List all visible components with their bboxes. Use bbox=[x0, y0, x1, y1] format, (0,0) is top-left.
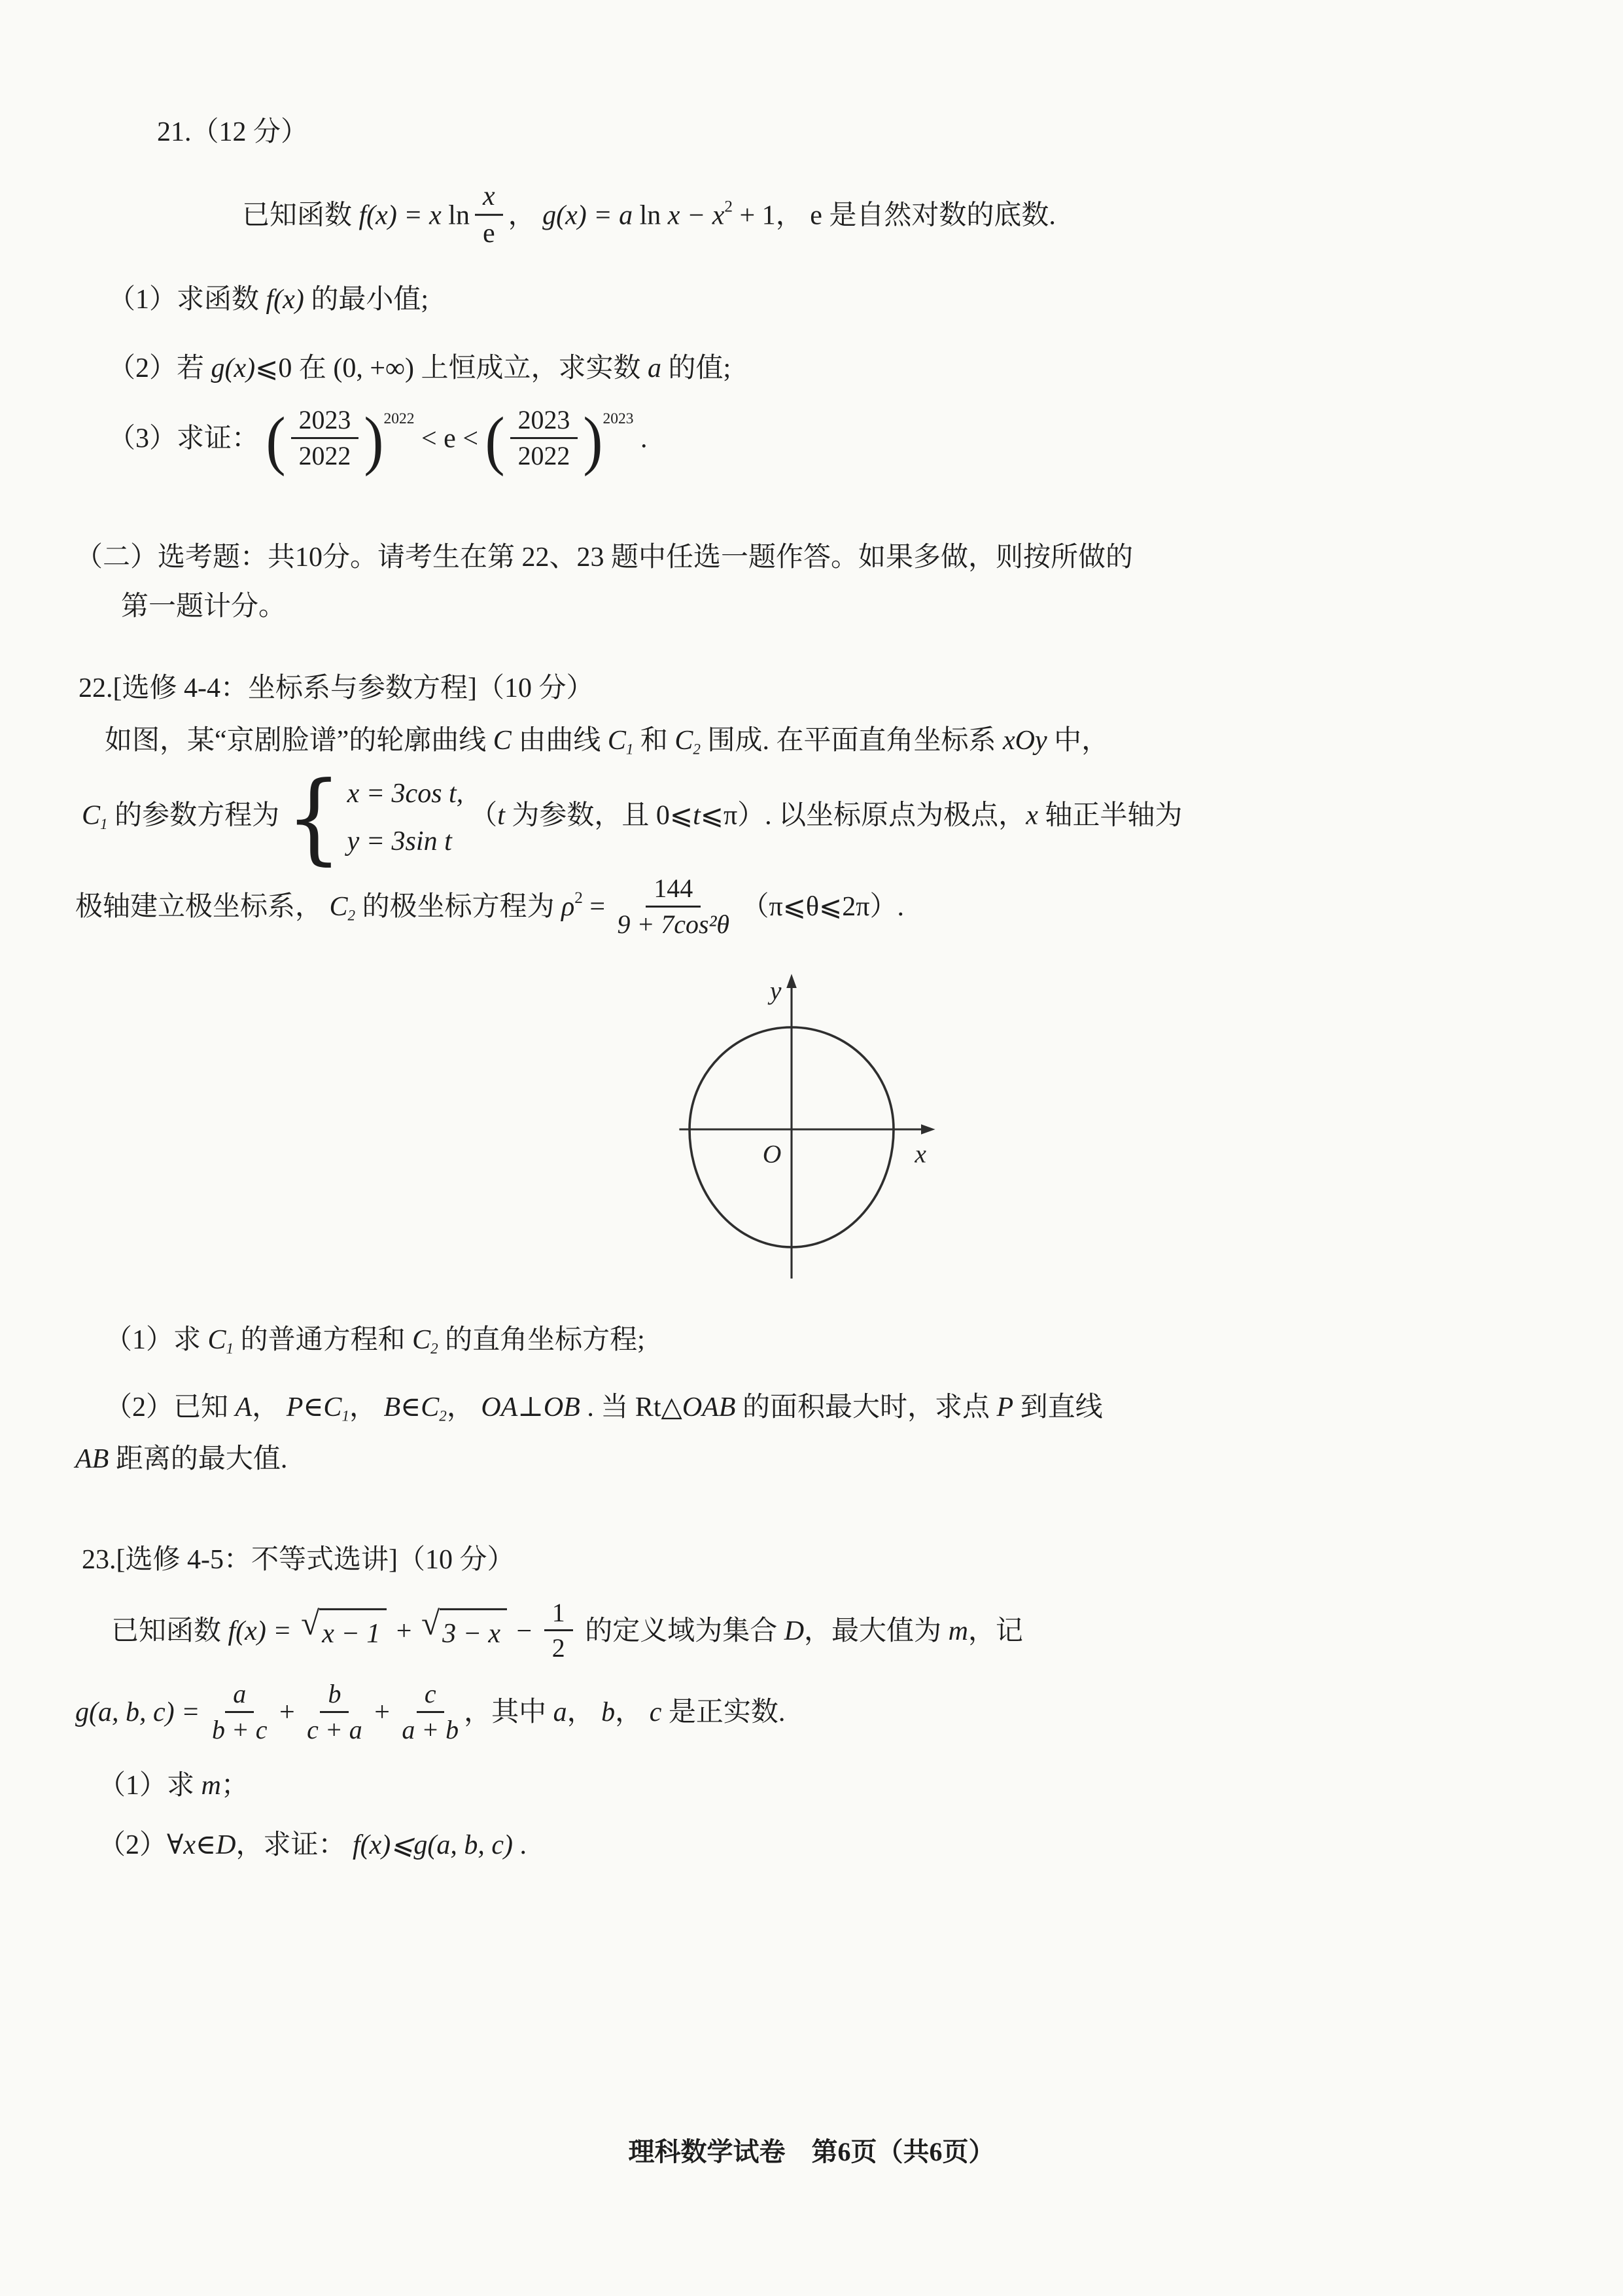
q22-p2-t4: ⩽π）. 以坐标原点为极点， bbox=[700, 801, 1026, 831]
radical-sign: √ bbox=[301, 1604, 320, 1642]
q21-part2-end: 的值; bbox=[661, 353, 731, 383]
q21-part2-interval: (0, +∞) bbox=[333, 353, 414, 383]
plus-sign: + bbox=[272, 1697, 302, 1728]
q22-part1-C2: C bbox=[412, 1325, 431, 1356]
fraction-denominator: 2022 bbox=[517, 441, 570, 471]
q22-equals: = bbox=[582, 892, 612, 923]
q23-g-definition: g(a, b, c) = bbox=[75, 1697, 207, 1728]
q23-a-var: a bbox=[553, 1697, 567, 1728]
q21-part2-pre: （2）若 bbox=[108, 353, 211, 383]
q22-triangle-OAB: OAB bbox=[682, 1392, 736, 1423]
q22-OA-perp-OB: OA⊥OB bbox=[481, 1392, 580, 1423]
q22-curve-C: C bbox=[493, 726, 512, 756]
sqrt-x-minus-1 bbox=[301, 1604, 387, 1655]
q22-p2-t1: 的参数方程为 bbox=[107, 801, 280, 831]
subscript-2: 2 bbox=[430, 1339, 438, 1357]
q23-part1 bbox=[98, 1765, 1531, 1807]
q21-part1-fx: f(x) bbox=[266, 284, 304, 315]
q22-part2b-text: 距离的最大值. bbox=[109, 1444, 288, 1475]
q23-m-var: m bbox=[948, 1616, 968, 1646]
q21-intro-separator: ， bbox=[508, 200, 543, 231]
q22-point-P: P bbox=[996, 1392, 1014, 1423]
fraction-one-half bbox=[544, 1598, 573, 1664]
q22-part2-tail: 到直线 bbox=[1013, 1392, 1103, 1423]
q21-ln-operator-1: ln bbox=[448, 200, 470, 231]
q22-p3-range: （π⩽θ⩽2π）. bbox=[735, 892, 904, 923]
q22-p1-t4: 围成. 在平面直角坐标系 bbox=[700, 726, 1003, 756]
q22-p3-t1: 极轴建立极坐标系， bbox=[75, 892, 330, 923]
subscript-2: 2 bbox=[693, 740, 701, 758]
q21-part2-a: a bbox=[647, 353, 661, 383]
q23-heading: 23.[选修 4-5：不等式选讲]（10 分） bbox=[82, 1544, 515, 1575]
fraction-numerator: 2023 bbox=[291, 405, 359, 439]
q23-part2 bbox=[98, 1824, 1531, 1867]
q23-c-var: c bbox=[649, 1697, 662, 1728]
radicand: 3 − x bbox=[440, 1608, 507, 1655]
q23-p2-mid: ，其中 bbox=[464, 1697, 553, 1728]
fraction-denominator: a + b bbox=[402, 1715, 459, 1745]
y-axis-arrow bbox=[786, 974, 797, 989]
q22-param-t: t bbox=[497, 801, 505, 831]
q22-part2-continued bbox=[75, 1438, 1531, 1481]
q22-curve-C2: C bbox=[674, 726, 693, 756]
q22-point-A: A bbox=[235, 1392, 253, 1423]
q22-part2-pre: （2）已知 bbox=[105, 1392, 236, 1423]
q22-paragraph-1 bbox=[105, 720, 1531, 762]
fraction-numerator: b bbox=[320, 1679, 349, 1713]
q21-intro-tail: ， e 是自然对数的底数. bbox=[775, 200, 1056, 231]
fraction-numerator: c bbox=[417, 1679, 444, 1713]
sec2-line1: （二）选考题：共10分。请考生在第 22、23 题中任选一题作答。如果多做，则按所做的 bbox=[75, 542, 1134, 573]
question-23 bbox=[75, 1538, 1531, 1867]
q22-p2-open-paren: （ bbox=[470, 801, 498, 831]
q21-part1-post: 的最小值; bbox=[304, 284, 428, 315]
q22-part2-mid2: 的面积最大时，求点 bbox=[735, 1392, 997, 1423]
subscript-1: 1 bbox=[226, 1339, 234, 1357]
q21-part1-pre: （1）求函数 bbox=[108, 284, 266, 315]
subscript-2: 2 bbox=[439, 1407, 447, 1424]
q22-part1-pre: （1）求 bbox=[105, 1325, 208, 1356]
exponent-2022: 2022 bbox=[383, 410, 415, 427]
page-footer: 理科数学试卷 第6页（共6页） bbox=[628, 2137, 995, 2166]
q21-ln-operator-2: ln bbox=[639, 200, 668, 231]
q21-heading: 21.（12 分） bbox=[157, 117, 309, 147]
q23-set-D: D bbox=[784, 1616, 805, 1646]
q23-p1-domain: 的定义域为集合 bbox=[578, 1616, 784, 1646]
fraction-numerator: a bbox=[225, 1679, 254, 1713]
q23-p1-known: 已知函数 bbox=[111, 1616, 228, 1646]
fraction-denominator: 2 bbox=[551, 1633, 565, 1663]
q22-p1-t2: 由曲线 bbox=[511, 726, 608, 756]
q22-part2-comma1: ， bbox=[252, 1392, 287, 1423]
q22-p3-t2: 的极坐标方程为 bbox=[355, 892, 562, 923]
q21-g-rest: x − x bbox=[667, 200, 725, 231]
y-axis-label: y bbox=[769, 976, 782, 1006]
left-brace: { bbox=[286, 760, 342, 875]
minus-sign: − bbox=[510, 1616, 539, 1646]
q22-C2-ref: C bbox=[329, 892, 348, 923]
q22-part2-mid: . 当 Rt△ bbox=[580, 1392, 682, 1423]
q22-part2-comma3: ， bbox=[446, 1392, 481, 1423]
fraction-denominator: b + c bbox=[211, 1715, 268, 1745]
q21-part1 bbox=[108, 279, 1531, 321]
fraction-numerator: 1 bbox=[544, 1598, 573, 1632]
q21-part2-mid: 上恒成立，求实数 bbox=[413, 353, 648, 383]
q21-plus-one: + 1 bbox=[733, 200, 776, 231]
fraction-denominator: e bbox=[482, 219, 495, 249]
q23-p2-comma1: ， bbox=[567, 1697, 602, 1728]
q21-part3-period: . bbox=[633, 423, 648, 454]
q21-part3-inequality-chain: < e < bbox=[414, 423, 485, 454]
q23-forall-x-in-D: ∀x∈D bbox=[167, 1830, 236, 1861]
figure-svg bbox=[662, 964, 945, 1294]
subscript-2: 2 bbox=[347, 906, 356, 924]
fraction-numerator: x bbox=[475, 181, 503, 216]
q22-paragraph-2 bbox=[82, 760, 1531, 875]
fraction-denominator: 9 + 7cos²θ bbox=[617, 910, 730, 940]
subscript-1: 1 bbox=[625, 740, 634, 758]
q21-part3-pre: （3）求证： bbox=[108, 423, 266, 454]
q21-g-definition: g(x) = a bbox=[542, 200, 640, 231]
q22-p1-t5: 中， bbox=[1047, 726, 1109, 756]
fraction-b-over-c-plus-a bbox=[307, 1679, 362, 1745]
q23-b-var: b bbox=[601, 1697, 616, 1728]
big-left-paren-2: ( bbox=[485, 404, 505, 478]
q22-xOy: xOy bbox=[1002, 726, 1047, 756]
q22-part2-comma2: ， bbox=[349, 1392, 384, 1423]
q22-part1-C1: C bbox=[207, 1325, 226, 1356]
exponent-2: 2 bbox=[574, 889, 583, 908]
q21-exponent-2: 2 bbox=[724, 198, 733, 216]
q22-C1-ref: C bbox=[82, 801, 101, 831]
fraction-2023-over-2022-right bbox=[510, 405, 578, 471]
q22-P-in-C1: P∈C bbox=[286, 1392, 342, 1423]
q21-intro-known: 已知函数 bbox=[242, 200, 359, 231]
q22-p1-t3: 和 bbox=[633, 726, 675, 756]
section-2-instructions bbox=[75, 537, 1531, 628]
fraction-x-over-e bbox=[475, 181, 503, 250]
q21-f-definition: f(x) = x bbox=[358, 200, 449, 231]
q23-p2-tail: 是正实数. bbox=[661, 1697, 786, 1728]
q22-paragraph-3 bbox=[75, 876, 1531, 942]
q22-part1-mid: 的普通方程和 bbox=[234, 1325, 413, 1356]
q22-p2-t5: 轴正半轴为 bbox=[1038, 801, 1183, 831]
fraction-c-over-a-plus-b bbox=[402, 1679, 459, 1745]
q23-p2-comma2: ， bbox=[615, 1697, 650, 1728]
fraction-144-over-9-plus-7cos2theta bbox=[618, 874, 729, 940]
q23-paragraph-2 bbox=[75, 1679, 1531, 1748]
plus-sign: + bbox=[367, 1697, 397, 1728]
q22-rho: ρ bbox=[561, 892, 575, 923]
page-content bbox=[75, 110, 1531, 1867]
sqrt-3-minus-x bbox=[421, 1604, 507, 1655]
fraction-numerator: 144 bbox=[646, 874, 701, 908]
big-left-paren-1: ( bbox=[266, 404, 286, 478]
param-eq-y: y = 3sin t bbox=[347, 826, 452, 857]
q23-part1-m: m bbox=[201, 1771, 221, 1801]
subscript-1: 1 bbox=[100, 815, 108, 833]
q21-intro-line bbox=[242, 183, 1531, 253]
q23-part1-post: ； bbox=[220, 1771, 249, 1801]
fraction-a-over-b-plus-c bbox=[212, 1679, 268, 1745]
q23-part2-pre: （2） bbox=[98, 1830, 167, 1861]
x-axis-arrow bbox=[921, 1124, 935, 1135]
origin-label: O bbox=[762, 1139, 782, 1169]
q23-f-definition: f(x) = bbox=[228, 1616, 299, 1646]
big-right-paren-1: ) bbox=[364, 404, 384, 478]
q22-part1-post: 的直角坐标方程; bbox=[438, 1325, 645, 1356]
question-22 bbox=[75, 666, 1531, 1481]
fraction-denominator: 2022 bbox=[298, 441, 351, 471]
fraction-2023-over-2022-left bbox=[291, 405, 359, 471]
q21-part2-inequality: ⩽0 在 bbox=[255, 353, 334, 383]
equation-rows bbox=[347, 773, 464, 863]
q23-p1-tail: ，记 bbox=[968, 1616, 1023, 1646]
exponent-2023: 2023 bbox=[602, 410, 634, 427]
subscript-1: 1 bbox=[341, 1407, 349, 1424]
q21-part2-gx: g(x) bbox=[211, 353, 256, 383]
q22-B-in-C2: B∈C bbox=[383, 1392, 440, 1423]
q21-part2 bbox=[108, 347, 1531, 390]
q23-part2-period: . bbox=[513, 1830, 527, 1861]
param-eq-x: x = 3cos t, bbox=[347, 779, 464, 809]
q23-paragraph-1 bbox=[111, 1597, 1531, 1667]
q21-part3 bbox=[108, 404, 1531, 478]
radical-sign: √ bbox=[421, 1604, 440, 1642]
sec2-line2: 第一题计分。 bbox=[121, 592, 287, 622]
q22-p1-intro: 如图，某“京剧脸谱”的轮廓曲线 bbox=[105, 726, 493, 756]
q22-p2-t3: 为参数，且 0⩽ bbox=[504, 801, 693, 831]
question-21 bbox=[75, 110, 1531, 478]
q22-param-t-2: t bbox=[693, 801, 701, 831]
radicand: x − 1 bbox=[319, 1608, 387, 1655]
parametric-equations bbox=[286, 760, 464, 875]
x-axis-label: x bbox=[915, 1139, 926, 1169]
plus-sign: + bbox=[389, 1616, 419, 1646]
fraction-denominator: c + a bbox=[307, 1715, 362, 1745]
q22-part1 bbox=[105, 1319, 1531, 1362]
q23-part1-pre: （1）求 bbox=[98, 1771, 201, 1801]
q22-heading: 22.[选修 4-4：坐标系与参数方程]（10 分） bbox=[79, 673, 594, 704]
q22-line-AB: AB bbox=[75, 1444, 109, 1475]
big-right-paren-2: ) bbox=[583, 404, 603, 478]
fraction-numerator: 2023 bbox=[510, 405, 578, 439]
q23-inequality: f(x)⩽g(a, b, c) bbox=[352, 1830, 514, 1861]
q22-curve-C1: C bbox=[607, 726, 626, 756]
q22-x-axis-var: x bbox=[1026, 801, 1038, 831]
face-outline-figure bbox=[75, 964, 1531, 1294]
q23-p1-max: ，最大值为 bbox=[804, 1616, 949, 1646]
q22-part2 bbox=[105, 1386, 1531, 1429]
q23-part2-mid: ，求证： bbox=[236, 1830, 353, 1861]
